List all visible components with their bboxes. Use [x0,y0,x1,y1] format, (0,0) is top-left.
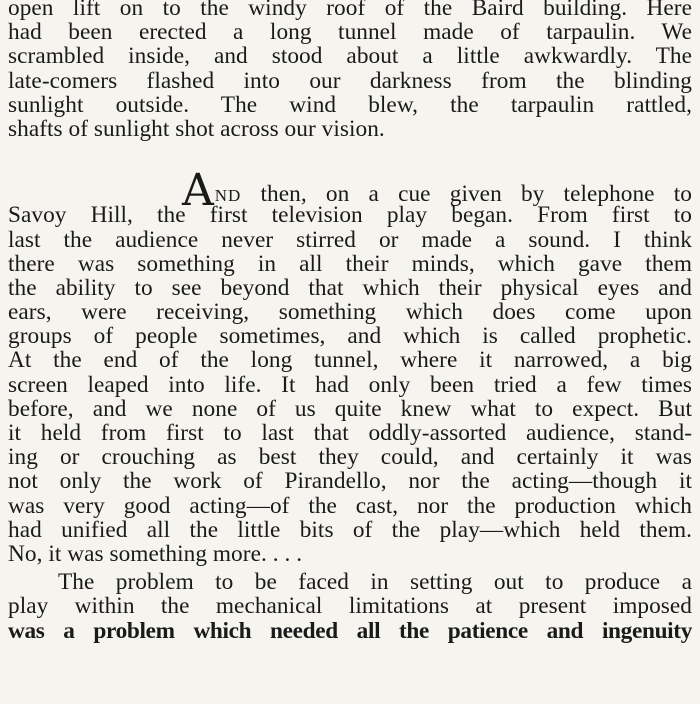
text-line: had been erected a long tunnel made of tarpaulin. We [8,19,692,46]
drop-cap: A [182,165,215,217]
paragraph-2 [8,165,692,567]
text-line: groups of people sometimes, and which is called prophetic. [8,323,692,350]
small-caps: ND [214,186,242,206]
text-line: The problem to be faced in setting out to produce a [58,569,692,596]
text-line: it held from first to last that oddly-assorted audience, stand- [8,420,692,446]
text-line: last the audience never stirred or made a sound. I think [8,226,692,253]
text-line: At the end of the long tunnel, where it narrowed, a big [8,347,692,374]
text-line: before, and we none of us quite knew what to expect. But [8,395,692,422]
text-line: play within the mechanical limitations at present imposed [8,593,692,620]
text-line: not only the work of Pirandello, nor the acting—though it [8,468,692,495]
text-line: screen leaped into life. It had only been tried a few times [8,371,692,398]
text-line: No, it was something more. . . . [8,540,303,567]
text-line: scrambled inside, and stood about a little awkwardly. The [8,43,692,70]
first-line-text: then, on a cue given by telephone to [241,181,692,208]
text-line: ing or crouching as best they could, and certainly it was [8,444,692,471]
paragraph-3 [8,570,692,643]
text-line: late-comers flashed into our darkness from the blinding [8,67,692,94]
text-line: there was something in all their minds, which gave them [8,250,692,277]
text-line: sunlight outside. The wind blew, the tarpaulin rattled, [8,91,692,118]
text-line: was a problem which needed all the patience and ingenuity [8,617,692,644]
text-line: Savoy Hill, the first television play began. From first to [8,202,692,229]
book-page [8,0,692,643]
text-line: open lift on to the windy roof of the Baird building. Here [8,0,692,21]
text-line: ears, were receiving, something which does come upon [8,299,692,326]
section-break [8,141,692,179]
text-line: shafts of sunlight shot across our vision. [8,115,385,142]
paragraph-1 [8,0,692,141]
text-line: had unified all the little bits of the play—which held them. [8,516,692,543]
text-line: the ability to see beyond that which their physical eyes and [8,274,692,301]
text-line: was very good acting—of the cast, nor the production which [8,492,692,519]
